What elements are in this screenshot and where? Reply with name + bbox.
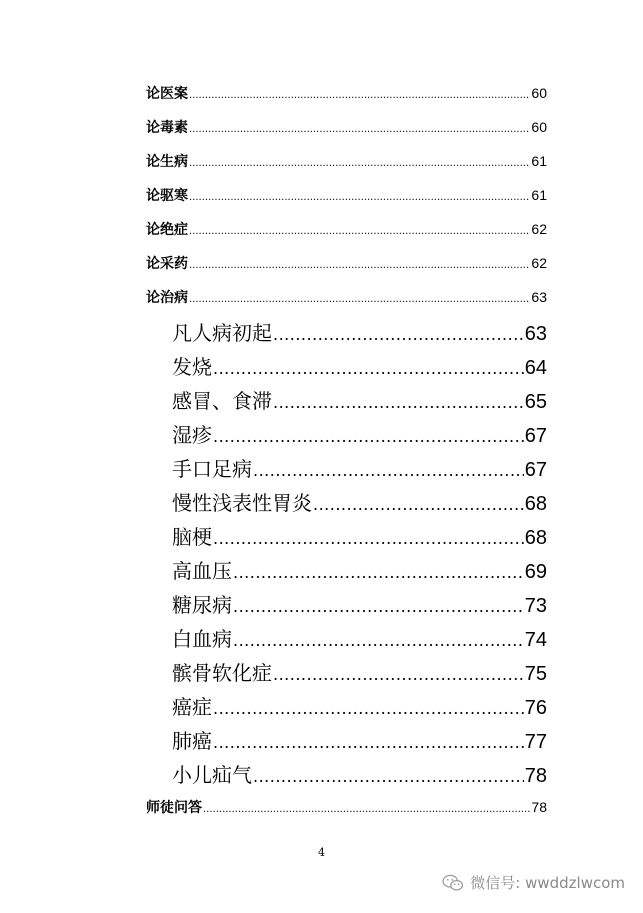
wechat-icon: [442, 874, 464, 892]
toc-subentry[interactable]: [172, 623, 547, 652]
toc-leader-dots: [253, 461, 524, 480]
toc-leader-dots: [189, 90, 530, 101]
toc-entry-title: 糖尿病: [172, 593, 232, 617]
toc-subentry[interactable]: [172, 487, 547, 516]
toc-entry-page: 67: [524, 459, 547, 481]
toc-entry-title: 湿疹: [172, 423, 212, 447]
toc-leader-dots: [213, 359, 524, 378]
toc-subentry[interactable]: [172, 521, 547, 550]
toc-leader-dots: [189, 124, 530, 135]
toc-entry-page: 64: [524, 357, 547, 379]
toc-entry-title: 髌骨软化症: [172, 661, 272, 685]
toc-entry-page: 77: [524, 731, 547, 753]
watermark: [442, 872, 625, 893]
toc-entry-title: 论毒素: [146, 120, 188, 136]
watermark-text: 微信号: wwddzlwcom: [470, 874, 625, 892]
toc-entry-page: 60: [531, 85, 547, 101]
toc-entry-page: 69: [524, 561, 547, 583]
toc-subentry[interactable]: [172, 419, 547, 448]
toc-entry-title: 感冒、食滞: [172, 389, 272, 413]
toc-subentry[interactable]: [172, 691, 547, 720]
toc-entry-page: 61: [531, 187, 547, 203]
toc-entry-page: 60: [531, 119, 547, 135]
toc-subentry[interactable]: [172, 759, 547, 788]
toc-subentry[interactable]: [172, 589, 547, 618]
toc-entry-title: 师徒问答: [146, 800, 202, 816]
toc-leader-dots: [189, 158, 530, 169]
toc-entry-title: 发烧: [172, 355, 212, 379]
toc-leader-dots: [213, 529, 524, 548]
toc-entry-page: 74: [524, 629, 547, 651]
toc-leader-dots: [213, 427, 524, 446]
toc-entry-title: 论医案: [146, 86, 188, 102]
toc-entry-page: 61: [531, 153, 547, 169]
toc-entry-page: 63: [531, 289, 547, 305]
toc-entry-title: 高血压: [172, 559, 232, 583]
toc-entry-title: 慢性浅表性胃炎: [172, 491, 312, 515]
toc-subentry[interactable]: [172, 725, 547, 754]
toc-subentry[interactable]: [172, 385, 547, 414]
toc-leader-dots: [233, 631, 524, 650]
toc-entry[interactable]: [146, 151, 547, 171]
toc-entry[interactable]: [146, 253, 547, 273]
toc-entry-title: 肺癌: [172, 729, 212, 753]
toc-entry-title: 论绝症: [146, 222, 188, 238]
toc-subentry[interactable]: [172, 317, 547, 346]
toc-entry-title: 白血病: [172, 627, 232, 651]
toc-leader-dots: [203, 804, 530, 815]
toc-entry-page: 78: [531, 799, 547, 815]
toc-entry[interactable]: [146, 83, 547, 103]
toc-leader-dots: [189, 260, 530, 271]
toc-leader-dots: [233, 597, 524, 616]
toc-entry-page: 63: [524, 323, 547, 345]
toc-leader-dots: [189, 192, 530, 203]
toc-leader-dots: [273, 665, 524, 684]
toc-leader-dots: [213, 733, 524, 752]
toc-leader-dots: [189, 294, 530, 305]
toc-entry-title: 手口足病: [172, 457, 252, 481]
toc-entry-page: 75: [524, 663, 547, 685]
toc-entry[interactable]: [146, 185, 547, 205]
toc-entry[interactable]: [146, 117, 547, 137]
toc-entry-title: 论采药: [146, 256, 188, 272]
toc-entry-page: 76: [524, 697, 547, 719]
toc-leader-dots: [213, 699, 524, 718]
toc-leader-dots: [273, 393, 524, 412]
toc-leader-dots: [233, 563, 524, 582]
toc-entry-title: 论生病: [146, 154, 188, 170]
toc-entry-title: 小儿疝气: [172, 763, 252, 787]
toc-entry-title: 凡人病初起: [172, 321, 272, 345]
toc-subentry[interactable]: [172, 453, 547, 482]
toc-leader-dots: [253, 767, 524, 786]
toc-entry[interactable]: [146, 797, 547, 817]
toc-subentry[interactable]: [172, 555, 547, 584]
toc-subentry[interactable]: [172, 657, 547, 686]
toc-entry[interactable]: [146, 219, 547, 239]
toc-leader-dots: [313, 495, 524, 514]
toc-entry-title: 论治病: [146, 290, 188, 306]
toc-entry-page: 73: [524, 595, 547, 617]
toc-entry-page: 67: [524, 425, 547, 447]
toc-entry-page: 62: [531, 221, 547, 237]
toc-entry[interactable]: [146, 287, 547, 307]
toc-leader-dots: [273, 325, 524, 344]
toc-entry-page: 68: [524, 493, 547, 515]
toc-entry-page: 62: [531, 255, 547, 271]
page-number: 4: [318, 846, 325, 859]
toc-subentry[interactable]: [172, 351, 547, 380]
toc-entry-page: 65: [524, 391, 547, 413]
toc-entry-page: 78: [524, 765, 547, 787]
toc-leader-dots: [189, 226, 530, 237]
toc-entry-title: 论驱寒: [146, 188, 188, 204]
toc-entry-page: 68: [524, 527, 547, 549]
toc-entry-title: 癌症: [172, 695, 212, 719]
toc-entry-title: 脑梗: [172, 525, 212, 549]
